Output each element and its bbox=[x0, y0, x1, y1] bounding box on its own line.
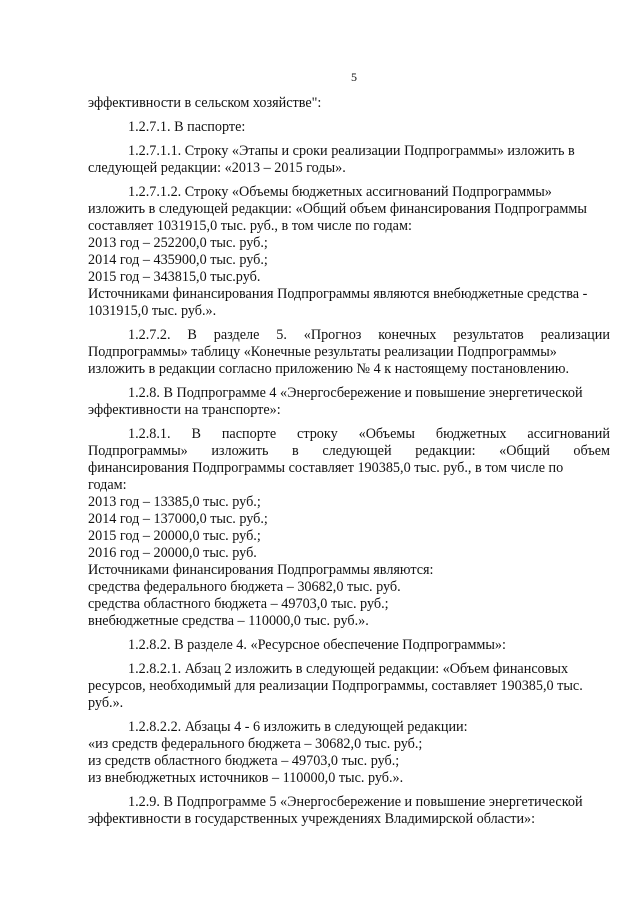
paragraph-first-line: 1.2.8.2.2. Абзацы 4 - 6 изложить в следующей редакции: bbox=[128, 719, 468, 735]
word: Подпрограммы» bbox=[88, 443, 188, 459]
text-line: средства областного бюджета – 49703,0 тыс. руб.; bbox=[88, 596, 389, 612]
year-amount-line: 2014 год – 435900,0 тыс. руб.; bbox=[88, 252, 268, 268]
paragraph-heading: 1.2.7.1. В паспорте: bbox=[128, 119, 246, 135]
word: паспорте bbox=[221, 426, 277, 442]
year-amount-line: 2014 год – 137000,0 тыс. руб.; bbox=[88, 511, 268, 527]
word: «Объемы bbox=[358, 426, 415, 442]
word: 1.2.7.2. bbox=[128, 327, 171, 343]
text-line: 1031915,0 тыс. руб.». bbox=[88, 303, 217, 319]
paragraph-first-line: 1.2.9. В Подпрограмме 5 «Энергосбережение и повышение энергетической bbox=[128, 794, 583, 810]
text-line: руб.». bbox=[88, 695, 124, 711]
page-number: 5 bbox=[351, 70, 357, 84]
text-line: из внебюджетных источников – 110000,0 тыс. руб.». bbox=[88, 770, 404, 786]
text-line: внебюджетные средства – 110000,0 тыс. руб.». bbox=[88, 613, 369, 629]
word: бюджетных bbox=[435, 426, 507, 442]
text-line: эффективности в сельском хозяйстве": bbox=[88, 95, 322, 111]
paragraph-first-line: 1.2.7.1.1. Строку «Этапы и сроки реализации Подпрограммы» изложить в bbox=[128, 143, 575, 159]
paragraph-first-line: 1.2.7.1.2. Строку «Объемы бюджетных ассигнований Подпрограммы» bbox=[128, 184, 552, 200]
text-line: Подпрограммы» таблицу «Конечные результаты реализации Подпрограммы» bbox=[88, 344, 557, 360]
text-line: средства федерального бюджета – 30682,0 тыс. руб. bbox=[88, 579, 401, 595]
word: «Прогноз bbox=[303, 327, 362, 343]
word: 1.2.8.1. bbox=[128, 426, 171, 442]
year-amount-line: 2015 год – 20000,0 тыс. руб.; bbox=[88, 528, 261, 544]
justified-paragraph-line bbox=[128, 327, 610, 344]
text-line: ресурсов, необходимый для реализации Подпрограммы, составляет 190385,0 тыс. bbox=[88, 678, 583, 694]
word: «Общий bbox=[499, 443, 550, 459]
text-line: следующей редакции: «2013 – 2015 годы». bbox=[88, 160, 346, 176]
text-line: изложить в редакции согласно приложению № 4 к настоящему постановлению. bbox=[88, 361, 570, 377]
word: следующей bbox=[322, 443, 392, 459]
word: изложить bbox=[211, 443, 269, 459]
word: ассигнований bbox=[527, 426, 610, 442]
word: в bbox=[292, 443, 299, 459]
text-line: финансирования Подпрограммы составляет 190385,0 тыс. руб., в том числе по bbox=[88, 460, 564, 476]
justified-text-line bbox=[88, 443, 610, 460]
text-line: Источниками финансирования Подпрограммы являются внебюджетные средства - bbox=[88, 286, 588, 302]
text-line: «из средств федерального бюджета – 30682,0 тыс. руб.; bbox=[88, 736, 423, 752]
word: строку bbox=[297, 426, 338, 442]
paragraph-first-line: 1.2.8. В Подпрограмме 4 «Энергосбережение и повышение энергетической bbox=[128, 385, 583, 401]
word: В bbox=[191, 426, 201, 442]
year-amount-line: 2016 год – 20000,0 тыс. руб. bbox=[88, 545, 257, 561]
text-line: составляет 1031915,0 тыс. руб., в том числе по годам: bbox=[88, 218, 412, 234]
text-line: Источниками финансирования Подпрограммы являются: bbox=[88, 562, 434, 578]
word: объем bbox=[573, 443, 610, 459]
paragraph-first-line: 1.2.8.2.1. Абзац 2 изложить в следующей редакции: «Объем финансовых bbox=[128, 661, 569, 677]
year-amount-line: 2015 год – 343815,0 тыс.руб. bbox=[88, 269, 261, 285]
text-line: изложить в следующей редакции: «Общий объем финансирования Подпрограммы bbox=[88, 201, 587, 217]
word: разделе bbox=[213, 327, 260, 343]
text-line: эффективности в государственных учреждениях Владимирской области»: bbox=[88, 811, 536, 827]
word: В bbox=[187, 327, 197, 343]
text-line: годам: bbox=[88, 477, 127, 493]
year-amount-line: 2013 год – 252200,0 тыс. руб.; bbox=[88, 235, 268, 251]
word: 5. bbox=[276, 327, 287, 343]
year-amount-line: 2013 год – 13385,0 тыс. руб.; bbox=[88, 494, 261, 510]
text-line: эффективности на транспорте»: bbox=[88, 402, 281, 418]
justified-paragraph-line bbox=[128, 426, 610, 443]
word: результатов bbox=[453, 327, 524, 343]
word: конечных bbox=[378, 327, 437, 343]
text-line: из средств областного бюджета – 49703,0 тыс. руб.; bbox=[88, 753, 400, 769]
paragraph-heading: 1.2.8.2. В разделе 4. «Ресурсное обеспечение Подпрограммы»: bbox=[128, 637, 506, 653]
word: редакции: bbox=[415, 443, 476, 459]
word: реализации bbox=[540, 327, 610, 343]
